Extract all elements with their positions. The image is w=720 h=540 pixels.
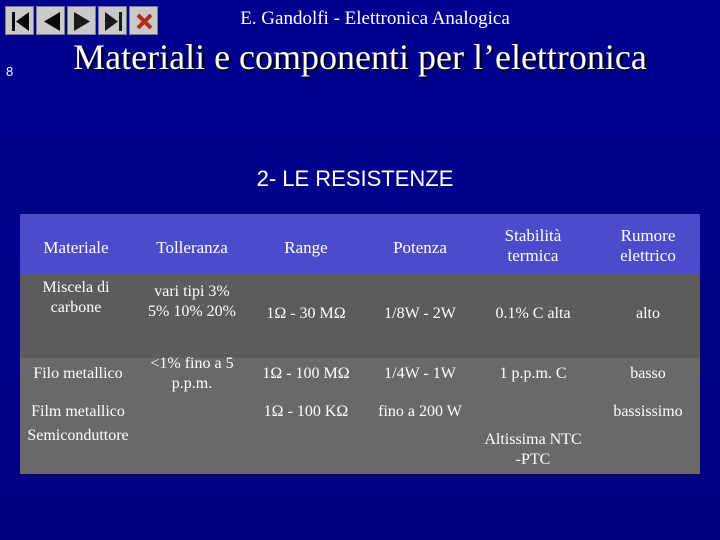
table-cell: basso — [630, 365, 666, 382]
header-tolleranza: Tolleranza — [156, 238, 228, 257]
table-cell: Miscela di carbone — [42, 279, 110, 316]
table-cell: bassissimo — [613, 403, 683, 420]
table-cell: 1Ω - 100 MΩ — [262, 365, 350, 382]
first-icon — [6, 7, 35, 36]
table-cell: vari tipi 3% 5% 10% 20% — [148, 283, 236, 320]
next-icon — [68, 7, 97, 36]
prev-slide-button[interactable] — [36, 6, 65, 35]
header-rumore: Rumore elettrico — [620, 226, 676, 265]
slide-subtitle: 2- LE RESISTENZE — [256, 166, 454, 191]
last-slide-button[interactable] — [98, 6, 127, 35]
table-cell: 1/8W - 2W — [384, 305, 456, 322]
course-header: E. Gandolfi - Elettronica Analogica — [240, 8, 510, 29]
first-slide-button[interactable] — [5, 6, 34, 35]
nav-toolbar — [5, 6, 158, 35]
table-cell: 1/4W - 1W — [384, 365, 456, 382]
table-cell: Filo metallico — [33, 365, 123, 382]
header-materiale: Materiale — [43, 238, 109, 257]
table-cell: <1% fino a 5 p.p.m. — [150, 355, 234, 392]
prev-icon — [37, 7, 66, 36]
table-cell: Altissima NTC -PTC — [484, 431, 582, 468]
header-stabilita: Stabilità termica — [504, 226, 562, 265]
resistor-table — [20, 214, 700, 474]
table-cell: 1Ω - 30 MΩ — [266, 305, 346, 322]
table-cell: Semiconduttore — [27, 427, 129, 444]
table-cell: 1Ω - 100 KΩ — [263, 403, 349, 420]
table-cell: alto — [636, 305, 660, 322]
next-slide-button[interactable] — [67, 6, 96, 35]
close-button[interactable] — [129, 6, 158, 35]
header-potenza: Potenza — [393, 238, 447, 257]
header-range: Range — [284, 238, 328, 257]
table-cell: Film metallico — [31, 403, 125, 420]
last-icon — [99, 7, 128, 36]
slide-title: Materiali e componenti per l’elettronica — [73, 37, 647, 77]
close-icon — [130, 7, 159, 36]
page-number: 8 — [6, 64, 14, 79]
table-cell: 1 p.p.m. C — [499, 365, 567, 382]
table-cell: 0.1% C alta — [495, 305, 571, 322]
table-cell: fino a 200 W — [378, 403, 462, 420]
